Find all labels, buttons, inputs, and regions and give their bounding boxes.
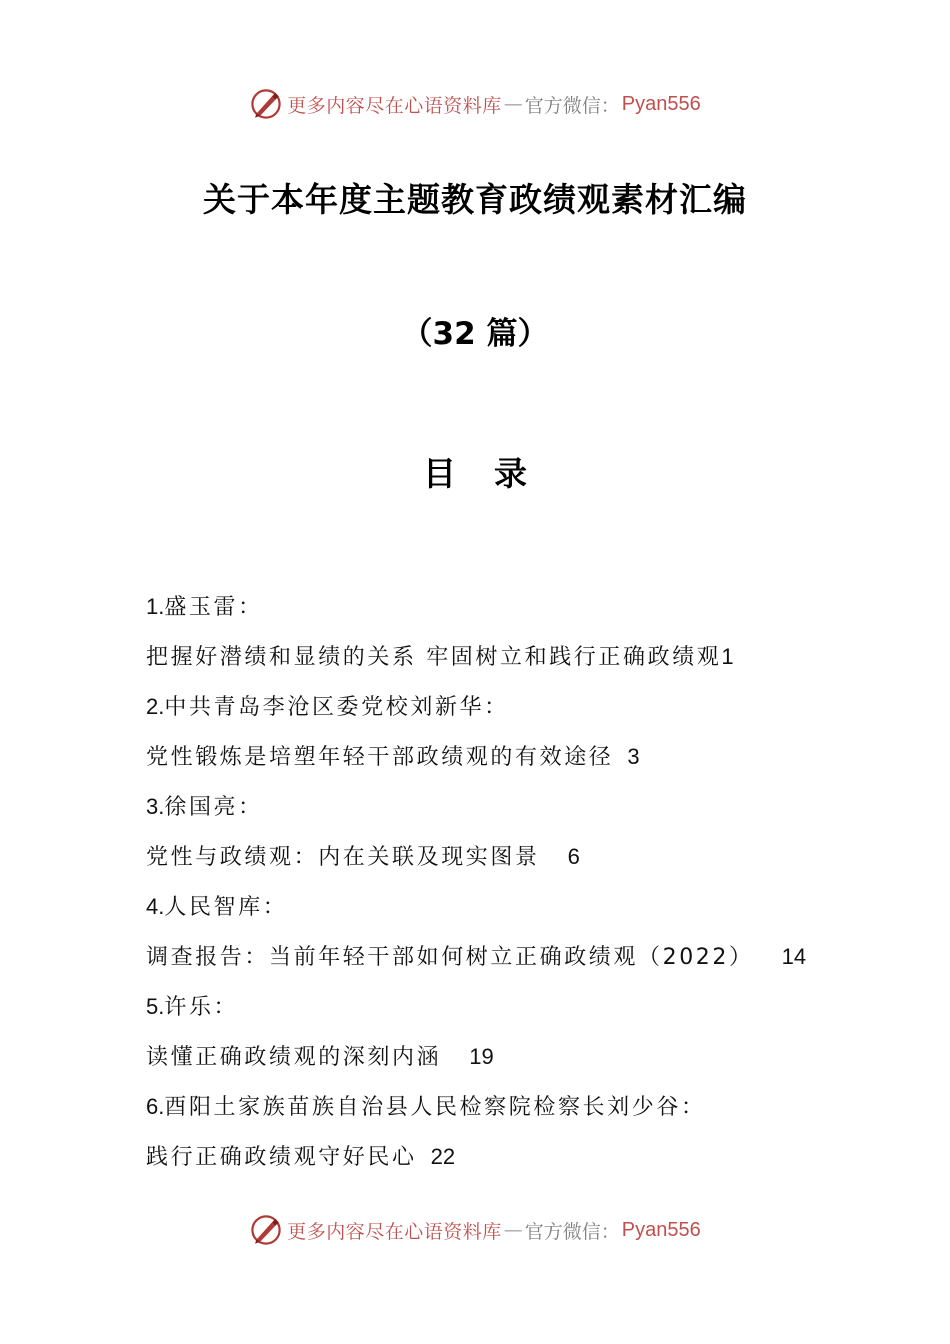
toc-entry-number: 2. [146,694,165,719]
toc-entry-page: 14 [781,944,807,969]
toc-entry-author-line [146,990,846,1040]
toc-entry-author: 徐国亮： [164,795,263,820]
toc-entry-author-line [146,590,846,640]
toc-entry-title[interactable]: 调查报告：当前年轻干部如何树立正确政绩观（2022） [146,945,754,970]
toc-entry-author: 许乐： [164,995,239,1020]
toc-entry-author-line [146,690,846,740]
toc-heading-left: 目 [423,454,456,493]
toc-entry-title[interactable]: 践行正确政绩观守好民心 [146,1145,417,1170]
toc-entry-number: 5. [146,994,165,1019]
toc-entry-title-line[interactable] [146,740,846,790]
toc-entry-author: 酉阳土家族苗族自治县人民检察院检察长刘少谷： [164,1095,706,1120]
table-of-contents [146,590,846,1190]
toc-entry-title-line[interactable] [146,1040,846,1090]
toc-entry [146,690,846,790]
watermark-wechat-label: 官方微信： [524,94,620,117]
toc-entry [146,790,846,890]
watermark-brand: 更多内容尽在心语资料库 [287,94,502,117]
toc-entry [146,590,846,690]
toc-entry-author: 人民智库： [164,895,288,920]
toc-entry-number: 6. [146,1094,165,1119]
toc-entry-title-line[interactable] [146,940,846,990]
pen-circle-logo-icon [249,1213,283,1247]
toc-entry-author: 中共青岛李沧区委党校刘新华： [164,695,509,720]
toc-entry-number: 3. [146,794,165,819]
toc-entry-page: 1 [721,644,734,669]
footer-watermark [0,1208,950,1252]
pen-circle-logo-icon [249,87,283,121]
toc-entry-page: 3 [627,744,640,769]
toc-entry [146,990,846,1090]
toc-entry-title[interactable]: 党性与政绩观：内在关联及现实图景 [146,845,540,870]
watermark-wechat-label: 官方微信： [524,1220,620,1243]
header-watermark [0,82,950,126]
document-subtitle: （32 篇） [401,316,549,352]
watermark-dash: — [503,1219,523,1241]
document-title: 关于本年度主题教育政绩观素材汇编 [203,180,747,219]
toc-entry-author-line [146,790,846,840]
toc-entry-number: 4. [146,894,165,919]
toc-entry-page: 19 [469,1044,494,1069]
toc-entry-title[interactable]: 把握好潜绩和显绩的关系 牢固树立和践行正确政绩观 [146,645,722,670]
toc-entry-title-line[interactable] [146,840,846,890]
toc-entry-page: 6 [567,844,580,869]
toc-entry-author-line [146,1090,846,1140]
watermark-wechat-id: Pyan556 [621,92,701,115]
toc-heading-right: 录 [494,454,527,493]
toc-entry-number: 1. [146,594,165,619]
toc-entry-title[interactable]: 读懂正确政绩观的深刻内涵 [146,1045,442,1070]
toc-entry-title-line[interactable] [146,640,846,690]
watermark-brand: 更多内容尽在心语资料库 [287,1220,502,1243]
toc-entry-page: 22 [430,1144,456,1169]
toc-heading [0,448,950,495]
watermark-dash: — [503,93,523,115]
toc-entry-title[interactable]: 党性锻炼是培塑年轻干部政绩观的有效途径 [146,745,614,770]
toc-entry [146,1090,846,1190]
toc-entry-author-line [146,890,846,940]
watermark-wechat-id: Pyan556 [621,1218,701,1241]
toc-entry-title-line[interactable] [146,1140,846,1190]
toc-entry [146,890,846,990]
toc-entry-author: 盛玉雷： [164,595,263,620]
